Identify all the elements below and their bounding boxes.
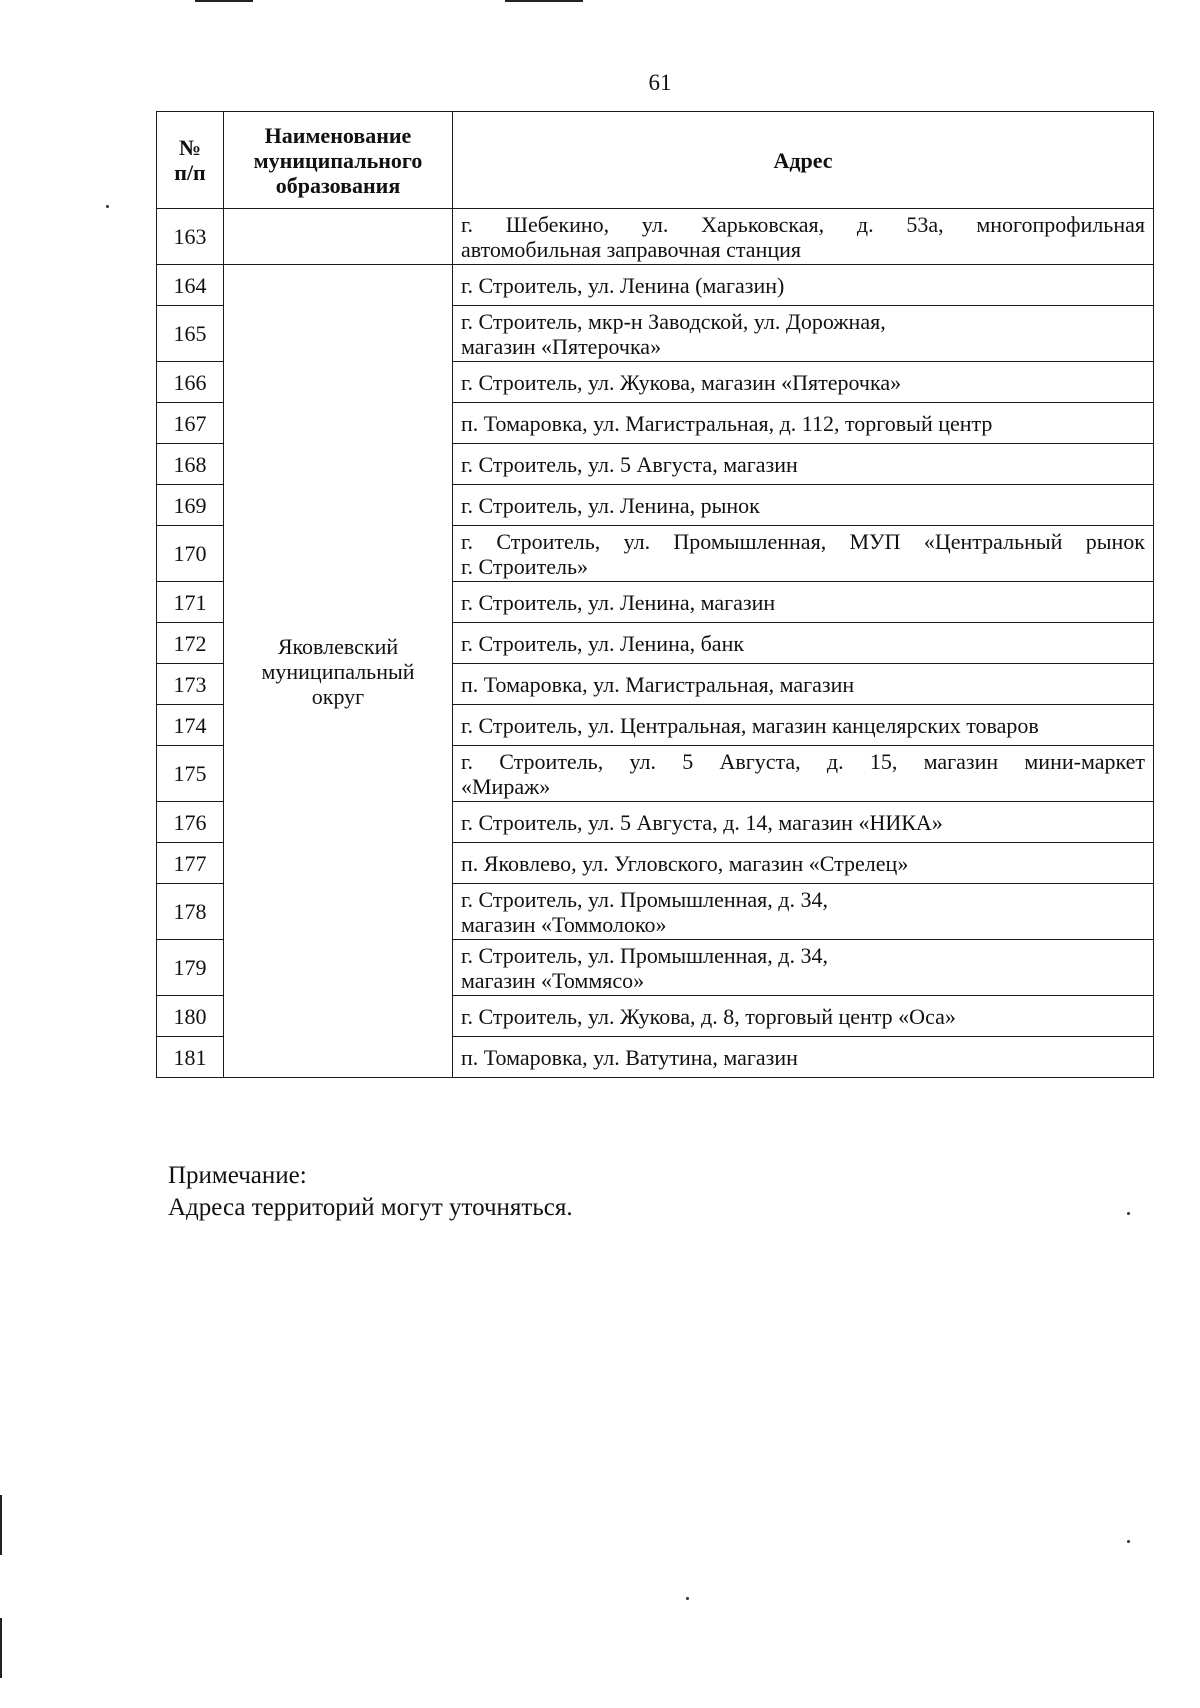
row-number: 170 bbox=[157, 526, 224, 582]
row-municipality-empty bbox=[224, 209, 453, 265]
row-number: 172 bbox=[157, 623, 224, 664]
scan-artifact-line bbox=[195, 0, 253, 2]
scan-artifact-dot bbox=[1127, 1212, 1130, 1215]
row-address bbox=[453, 209, 1154, 265]
address-line: г. Шебекино, ул. Харьковская, д. 53а, многопрофильная bbox=[461, 211, 1145, 237]
row-number: 175 bbox=[157, 746, 224, 802]
table-row bbox=[157, 265, 1154, 306]
scan-artifact-dot bbox=[1127, 1540, 1130, 1543]
address-line: г. Строитель, мкр-н Заводской, ул. Дорожная, bbox=[461, 308, 886, 334]
scan-artifact-line bbox=[505, 0, 583, 2]
row-number: 164 bbox=[157, 265, 224, 306]
note-block bbox=[168, 1160, 573, 1224]
page-number: 61 bbox=[648, 70, 672, 95]
row-number: 177 bbox=[157, 843, 224, 884]
municipality-group-cell bbox=[224, 265, 453, 1078]
address-line: магазин «Пятерочка» bbox=[461, 333, 662, 359]
row-number: 169 bbox=[157, 485, 224, 526]
header-num-line: № bbox=[178, 135, 202, 160]
header-municipality-line: образования bbox=[275, 172, 401, 198]
address-line: г. Строитель, ул. Промышленная, МУП «Центральный рынок bbox=[461, 528, 1145, 554]
row-number: 165 bbox=[157, 306, 224, 362]
row-number: 167 bbox=[157, 403, 224, 444]
scan-artifact-line bbox=[0, 1495, 2, 1555]
address-line: «Мираж» bbox=[461, 773, 551, 799]
address-line: г. Строитель, ул. 5 Августа, д. 15, магазин мини-маркет bbox=[461, 748, 1145, 774]
row-address bbox=[453, 526, 1154, 582]
row-address bbox=[453, 306, 1154, 362]
header-municipality-line: Наименование bbox=[264, 122, 412, 148]
scan-artifact-dot bbox=[686, 1597, 689, 1600]
municipality-name-line: муниципальный bbox=[261, 658, 415, 684]
address-line: магазин «Томмолоко» bbox=[461, 911, 667, 937]
table-row bbox=[157, 209, 1154, 265]
row-number: 179 bbox=[157, 940, 224, 996]
row-address bbox=[453, 940, 1154, 996]
row-address: г. Строитель, ул. Ленина, рынок bbox=[453, 485, 1154, 526]
scan-artifact-dot bbox=[106, 205, 109, 208]
row-number: 181 bbox=[157, 1037, 224, 1078]
address-line: г. Строитель, ул. Промышленная, д. 34, bbox=[461, 886, 828, 912]
header-address: Адрес bbox=[453, 112, 1154, 209]
row-number: 168 bbox=[157, 444, 224, 485]
row-address: п. Томаровка, ул. Ватутина, магазин bbox=[453, 1037, 1154, 1078]
row-address: г. Строитель, ул. Ленина (магазин) bbox=[453, 265, 1154, 306]
row-number: 176 bbox=[157, 802, 224, 843]
row-number: 178 bbox=[157, 884, 224, 940]
row-number: 180 bbox=[157, 996, 224, 1037]
row-number: 171 bbox=[157, 582, 224, 623]
row-address: г. Строитель, ул. Ленина, магазин bbox=[453, 582, 1154, 623]
table-header-row bbox=[157, 112, 1154, 209]
row-number: 174 bbox=[157, 705, 224, 746]
header-num-line: п/п bbox=[174, 160, 206, 185]
header-municipality bbox=[224, 112, 453, 209]
row-address: г. Строитель, ул. Центральная, магазин канцелярских товаров bbox=[453, 705, 1154, 746]
header-municipality-line: муниципального bbox=[253, 147, 423, 173]
row-number: 166 bbox=[157, 362, 224, 403]
address-line: г. Строитель, ул. Промышленная, д. 34, bbox=[461, 942, 828, 968]
note-title: Примечание: bbox=[168, 1162, 307, 1189]
row-address bbox=[453, 884, 1154, 940]
address-line: автомобильная заправочная станция bbox=[461, 236, 802, 262]
row-address: п. Томаровка, ул. Магистральная, магазин bbox=[453, 664, 1154, 705]
row-address: г. Строитель, ул. 5 Августа, магазин bbox=[453, 444, 1154, 485]
note-text: Адреса территорий могут уточняться. bbox=[168, 1194, 573, 1221]
address-line: магазин «Томмясо» bbox=[461, 967, 645, 993]
municipality-name-line: Яковлевский bbox=[277, 633, 399, 659]
row-address: п. Яковлево, ул. Угловского, магазин «Стрелец» bbox=[453, 843, 1154, 884]
row-address: п. Томаровка, ул. Магистральная, д. 112, торговый центр bbox=[453, 403, 1154, 444]
scan-artifact-line bbox=[0, 1618, 2, 1678]
row-address: г. Строитель, ул. Ленина, банк bbox=[453, 623, 1154, 664]
row-address: г. Строитель, ул. Жукова, д. 8, торговый центр «Оса» bbox=[453, 996, 1154, 1037]
row-number: 173 bbox=[157, 664, 224, 705]
row-address bbox=[453, 746, 1154, 802]
municipality-name-line: округ bbox=[311, 683, 365, 709]
row-address: г. Строитель, ул. Жукова, магазин «Пятерочка» bbox=[453, 362, 1154, 403]
address-table bbox=[156, 111, 1154, 1078]
header-num bbox=[157, 112, 224, 209]
row-number: 163 bbox=[157, 209, 224, 265]
row-address: г. Строитель, ул. 5 Августа, д. 14, магазин «НИКА» bbox=[453, 802, 1154, 843]
address-line: г. Строитель» bbox=[461, 553, 588, 579]
